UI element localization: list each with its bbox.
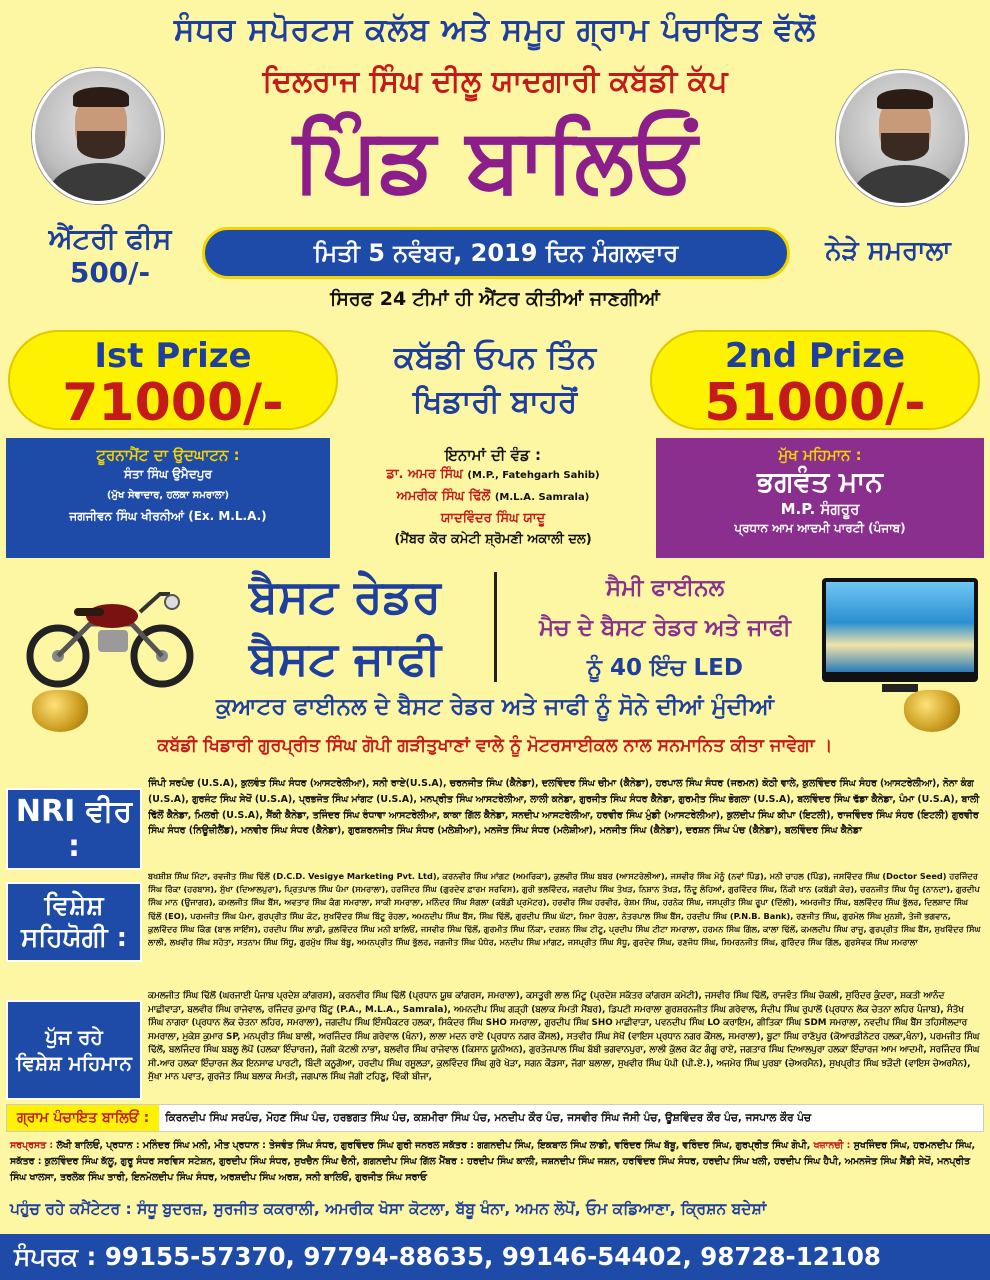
prize-distributor-1-note: (M.P., Fatehgarh Sahib): [467, 470, 600, 481]
contact-bar: ਸੰਪਰਕ : 99155-57370, 97794-88635, 99146-54402, 98728-12108: [0, 1234, 990, 1280]
header-line-2: ਦਿਲਰਾਜ ਸਿੰਘ ਦੀਲੂ ਯਾਦਗਾਰੀ ਕਬੱਡੀ ਕੱਪ: [262, 64, 728, 99]
supporters-label: [6, 882, 142, 962]
nri-list: ਜਿੰਪੀ ਸਰਪੰਚ (U.S.A), ਕੁਲਵੰਤ ਸਿੰਘ ਸੰਧਰ (ਆਸਟਰੇਲੀਆ), ਸਨੀ ਰਾਏ(U.S.A), ਚਰਨਜੀਤ ਸਿੰਘ (ਕੈਨੇਡਾ), ਦਲਵਿੰਦਰ ਸਿੰਘ ਚੀਮਾ (ਕੈਨੇਡਾ), ਹਰਪਾਲ ਸਿੰਘ ਸੰਧਰ (ਜਰਮਨ) ਕੋਠੀ ਵਾਲੇ, ਕੁਲਵਿੰਦਰ ਸਿੰਘ ਸੰਹਰ (ਆਸਟਰੇਲੀਆ), ਨੋਨਾ ਕੰਗ (U.S.A), ਗੁਰਜੰਟ ਸਿੰਘ ਸੇਖੋਂ (U.S.A), ਪ੍ਰਭਜੋਤ ਸਿੰਘ ਮਾਂਗਟ (U.S.A), ਮਨਪ੍ਰੀਤ ਸਿੰਘ ਆਸਟਰੇਲੀਆ, ਲਾਲੀ ਕਨੇਡਾ, ਗੁਰਜੀਤ ਸਿੰਘ ਸੰਧਰ ਕੈਨੇਡਾ, ਗੁਰਮੀਤ ਸਿੰਘ ਭੋਗਲਾ (U.S.A), ਬਲਵਿੰਦਰ ਸਿੰਘ ਢੱਡਾ ਕੈਨੇਡਾ, ਪੰਮਾ (U.S.A), ਬਾਲੀ ਢਿੱਲੋਂ ਕੈਨੇਡਾ, ਮਿਲਰੀ (U.S.A), ਸੈਂਕੀ ਕੈਨੇਡਾ, ਤਜਿੰਦਰ ਸਿੰਘ ਰੰਧਾਵਾ ਆਸਟਰੇਲੀਆ, ਕਾਕਾ ਗਿੱਲ ਕੈਨੇਡਾ, ਸਨਦੀਪ ਆਸਟਰੇਲੀਆ, ਹਰਵੀਰ ਸਿੰਘ ਮੁੰਡੀ (ਆਸਟਰੇਲੀਆ), ਕੁਲਦੀਪ ਸਿੰਘ ਕੀਪਾ (ਇਟਲੀ), ਰਾਜਵਿੰਦਰ ਸਿੰਘ ਸੰਹਰ (ਇਟਲੀ) ਗੁਰਵੀਰ ਸਿੰਘ ਸੰਧਰ (ਨਿਊਜ਼ੀਲੈਂਡ), ਮਨਵੀਰ ਸਿੰਘ ਸੰਧਰ (ਕੈਨੇਡਾ), ਗੁਰਸ਼ਰਨਜੀਤ ਸਿੰਘ ਸੰਧਰ (ਮਲੇਸ਼ੀਆ), ਮਨਜੋਤ ਸਿੰਘ ਸੰਧਰ (ਮਲੇਸ਼ੀਆ), ਮਨਜੀਤ ਸਿੰਘ (ਕੈਨੇਡਾ), ਦਰਸ਼ਨ ਸਿੰਘ ਪੰਚ (ਕੈਨੇਡਾ), ਬਲਵਿੰਦਰ ਸਿੰਘ ਕੈਨੇਡਾ: [148, 778, 980, 837]
second-prize-badge: [650, 330, 980, 433]
prize-distribution-box: [332, 438, 654, 558]
prize-distributor-3: ਯਾਦਵਿੰਦਰ ਸਿੰਘ ਯਾਦੂ: [440, 511, 546, 526]
officers-text-2: ਸੁਖਜਿੰਦਰ ਸਿੰਘ, ਹਰਮਨਦੀਪ ਸਿੰਘ, ਸਕੱਤਰ : ਕੁਲਵਿੰਦਰ ਸਿੰਘ ਕੱਲੂ, ਗੁਰੂ ਸੰਧਰ ਸਰਵਿਸ ਸਟੇਸ਼ਨ, ਗੁਰਦੀਪ ਸਿੰਘ ਸੰਧਰ, ਸੁਖਚੈਨ ਸਿੰਘ ਚੈਨੀ, ਗਗਨਦੀਪ ਸਿੰਘ ਗਿੱਲ ਮੈਂਬਰ : ਹਰਦੀਪ ਸਿੰਘ ਕਾਲੀ, ਜਸ਼ਨਦੀਪ ਸਿੰਘ ਜਸ਼ਨ, ਹਰਵਿੰਦਰ ਸਿੰਘ ਸੰਧਰ, ਹਰਦੀਪ ਸਿੰਘ ਖਲੀ, ਹਰਦੀਪ ਸਿੰਘ ਹੈਪੀ, ਅਮਨਜੋਤ ਸਿੰਘ ਸੈਂਡੀ ਸੇਖੋਂ, ਮਨਪ੍ਰੀਤ ਸਿੰਘ ਖਾਲਸਾ, ਤਰਲੋਕ ਸਿੰਘ ਤਾਰੀ, ਇਨਮੋਲਦੀਪ ਸਿੰਘ ਸੰਧਰ, ਅਰਸ਼ਦੀਪ ਸਿੰਘ ਅਰਸ਼, ਸਨੀ ਬਾਲਿਓਂ, ਗੁਰਜੀਤ ਸਿੰਘ ਸਰਾਓ: [10, 1140, 976, 1183]
inauguration-box: [6, 438, 330, 558]
quarter-final-award: ਕੁਆਟਰ ਫਾਈਨਲ ਦੇ ਬੈਸਟ ਰੇਡਰ ਅਤੇ ਜਾਫੀ ਨੂੰ ਸੋਨੇ ਦੀਆਂ ਮੁੰਦੀਆਂ: [215, 694, 775, 720]
best-stopper: ਬੈਸਟ ਜਾਫੀ: [249, 631, 441, 685]
chief-guest-name: ਭਗਵੰਤ ਮਾਨ: [757, 465, 883, 498]
panchayat-members: ਕਿਰਨਦੀਪ ਸਿੰਘ ਸਰਪੰਚ, ਮੋਹਣ ਸਿੰਘ ਪੰਚ, ਹਰਭਗਤ ਸਿੰਘ ਪੰਚ, ਕਸ਼ਮੀਰਾ ਸਿੰਘ ਪੰਚ, ਮਨਦੀਪ ਕੌਰ ਪੰਚ, ਜਸਵੀਰ ਸਿੰਘ ਜੱਸੀ ਪੰਚ, ਊਸ਼ਵਿੰਦਰ ਕੌਰ ਪੰਚ, ਜਸਪਾਲ ਕੌਰ ਪੰਚ: [165, 1111, 812, 1124]
led-tv-icon: [822, 578, 978, 682]
second-prize-amount: 51000/-: [704, 373, 926, 433]
chief-guest-title: M.P. ਸੰਗਰੂਰ: [780, 500, 860, 518]
motorcycle-honour-note: ਕਬੱਡੀ ਖਿਡਾਰੀ ਗੁਰਪ੍ਰੀਤ ਸਿੰਘ ਗੋਪੀ ਗੜੀਤੁਖਾਣਾਂ ਵਾਲੇ ਨੂੰ ਮੋਟਰਸਾਈਕਲ ਨਾਲ ਸਨਮਾਨਿਤ ਕੀਤਾ ਜਾਵੇਗਾ ।: [157, 736, 833, 756]
prize-distributor-2: ਅਮਰੀਕ ਸਿੰਘ ਢਿੱਲੋਂ: [396, 489, 491, 504]
near-location: ਨੇੜੇ ਸਮਰਾਲਾ: [825, 236, 951, 266]
first-prize-badge: [8, 330, 338, 433]
date-banner: ਮਿਤੀ 5 ਨਵੰਬਰ, 2019 ਦਿਨ ਮੰਗਲਵਾਰ: [202, 227, 790, 279]
supporters-label-line-1: ਵਿਸ਼ੇਸ਼: [44, 891, 104, 921]
kabaddi-open-line-2: ਖਿਡਾਰੀ ਬਾਹਰੋਂ: [412, 384, 578, 420]
inauguration-name-2: ਜਗਜੀਵਨ ਸਿੰਘ ਖੀਰਨੀਆਂ (Ex. M.L.A.): [69, 509, 267, 523]
first-prize-amount: 71000/-: [62, 373, 284, 433]
motorcycle-icon: [20, 572, 200, 692]
inauguration-heading: ਟੂਰਨਾਮੈਂਟ ਦਾ ਉਦਘਾਟਨ :: [96, 446, 240, 464]
semi-final-line-2: ਮੈਚ ਦੇ ਬੈਸਟ ਰੇਡਰ ਅਤੇ ਜਾਫੀ: [539, 615, 791, 641]
entry-fee-label: ਐਂਟਰੀ ਫੀਸ: [48, 222, 172, 255]
best-raider: ਬੈਸਟ ਰੇਡਰ: [249, 569, 441, 623]
officers-text-1: ਲੱਖੀ ਬਾਲਿਓਂ, ਪ੍ਰਧਾਨ : ਮਨਿੰਦਰ ਸਿੰਘ ਮਨੀ, ਮੀਤ ਪ੍ਰਧਾਨ : ਤੇਜਵੰਤ ਸਿੰਘ ਸੰਧਰ, ਗੁਰਵਿੰਦਰ ਸਿੰਘ ਗੁਰੀ ਜਨਰਲ ਸਕੱਤਰ : ਗਗਨਦੀਪ ਸਿੰਘ, ਇਕਬਾਲ ਸਿੰਘ ਲਾਡੀ, ਵਰਿੰਦਰ ਸਿੰਘ ਬੱਬੂ, ਵਰਿੰਦਰ ਸਿੰਘ, ਗੁਰਪ੍ਰੀਤ ਸਿੰਘ ਗੋਪੀ,: [56, 1140, 811, 1151]
prize-distributor-1: ਡਾ. ਅਮਰ ਸਿੰਘ: [386, 467, 463, 482]
header-line-1: ਸੰਧਰ ਸਪੋਰਟਸ ਕਲੱਬ ਅਤੇ ਸਮੂਹ ਗ੍ਰਾਮ ਪੰਚਾਇਤ ਵੱਲੋਂ: [173, 12, 817, 48]
gold-ring-icon: [32, 690, 88, 732]
village-title: ਪਿੰਡ ਬਾਲਿਓਂ: [293, 108, 697, 211]
supporters-label-line-2: ਸਹਿਯੋਗੀ :: [20, 923, 128, 953]
best-awards: [200, 565, 490, 689]
prize-distributor-2-note: (M.L.A. Samrala): [494, 492, 590, 503]
officers-key-2: ਖਜ਼ਾਨਚੀ :: [813, 1140, 851, 1151]
prize-distributor-3-note: (ਮੈਂਬਰ ਕੋਰ ਕਮੇਟੀ ਸ਼੍ਰੋਮਣੀ ਅਕਾਲੀ ਦਲ): [394, 532, 592, 547]
nri-label: NRI ਵੀਰ :: [6, 788, 142, 870]
officers-key-1: ਸਰਪ੍ਰਸਤ :: [10, 1140, 54, 1151]
teams-note: ਸਿਰਫ 24 ਟੀਮਾਂ ਹੀ ਐਂਟਰ ਕੀਤੀਆਂ ਜਾਣਗੀਆਂ: [330, 288, 660, 310]
semi-final-line-1: ਸੈਮੀ ਫਾਈਨਲ: [605, 575, 725, 601]
inauguration-note-1: (ਮੁੱਖ ਸੇਵਾਦਾਰ, ਹਲਕਾ ਸਮਰਾਲਾ): [106, 490, 230, 501]
chief-guest-party: ਪ੍ਰਧਾਨ ਆਮ ਆਦਮੀ ਪਾਰਟੀ (ਪੰਜਾਬ): [734, 521, 906, 535]
divider: [494, 572, 497, 682]
second-prize-label: 2nd Prize: [724, 336, 906, 376]
semi-final-line-3: ਨੂੰ 40 ਇੰਚ LED: [587, 655, 743, 681]
commentators: ਪਹੁੰਚ ਰਹੇ ਕਮੈਂਟੇਟਰ : ਸੰਧੂ ਬੁਦਰਜ਼, ਸੁਰਜੀਤ ਕਕਰਾਲੀ, ਅਮਰੀਕ ਖੋਸਾ ਕੋਟਲਾ, ਬੱਬੂ ਖੰਨਾ, ਅਮਨ ਲੋਪੋਂ, ਓਮ ਕਡਿਆਣਾ, ਕ੍ਰਿਸ਼ਨ ਬਦੇਸ਼ਾਂ: [10, 1200, 767, 1218]
special-guests-label: [6, 1000, 142, 1100]
special-guests-label-line-2: ਵਿਸ਼ੇਸ਼ ਮਹਿਮਾਨ: [16, 1051, 132, 1075]
special-guests-list: ਕਮਲਜੀਤ ਸਿੰਘ ਢਿੱਲੋਂ (ਘਰਜਾਈ ਪੰਜਾਬ ਪ੍ਰਦੇਸ਼ ਕਾਂਗਰਸ), ਕਰਨਵੀਰ ਸਿੰਘ ਢਿੱਲੋਂ (ਪ੍ਰਧਾਨ ਯੂਥ ਕਾਂਗਰਸ, ਸਮਰਾਲਾ), ਕਸਤੂਰੀ ਲਾਲ ਮਿੰਟੂ (ਪ੍ਰਦੇਸ਼ ਸਕੱਤਰ ਕਾਂਗਰਸ ਕਮੇਟੀ), ਜਸਵੀਰ ਸਿੰਘ ਢਿੱਲੋਂ, ਰਾਜਵੰਤ ਸਿੰਘ ਚੋਕਲੀ, ਸੁਰਿੰਦਰ ਕੁੰਦਰਾ, ਸ਼ਕਤੀ ਆਨੰਦ ਮਾਛੀਵਾੜਾ, ਬਲਵੀਰ ਸਿੰਘ ਰਾਜੇਵਾਲ, ਰਜਿੰਦਰ ਕੁਮਾਰ ਬਿੱਟੂ (P.A., M.L.A., Samrala), ਅਮਨਦੀਪ ਸਿੰਘ ਗੜ੍ਹੀ (ਬਲਾਕ ਸੰਮਤੀ ਮੈਂਬਰ), ਡਿਪਟੀ ਸਮਰਾਲਾ ਗੁਰਸ਼ਰਨਜੀਤ ਸਿੰਘ ਗਰੇਵਾਲ, ਸੰਦੀਪ ਸਿੰਘ ਰੁਪਾਲੋਂ (ਪ੍ਰਧਾਨ ਲੋਕ ਚੇਤਨਾ ਲਹਿਰ ਪੰਜਾਬ), ਸੰਤੋਖ ਸਿੰਘ ਨਾਗਰਾ (ਪ੍ਰਧਾਨ ਲੋਕ ਚੇਤਨਾ ਲਹਿਰ, ਸਮਰਾਲਾ), ਜਗਦੀਪ ਸਿੰਘ ਇੰਸਪੈਕਟਰ ਹਲਕਾ, ਸਿਕੰਦਰ ਸਿੰਘ SHO ਸਮਰਾਲਾ, ਗੁਰਦੀਪ ਸਿੰਘ SHO ਮਾਛੀਵਾੜਾ, ਪਵਨਦੀਪ ਸਿੰਘ LO ਕਰਾਇਮ, ਗੀਤਿਕਾ ਸਿੰਘ SDM ਸਮਰਾਲਾ, ਨਵਦੀਪ ਸਿੰਘ ਬੈਂਸ ਤਹਿਸੀਲਦਾਰ ਸਮਰਾਲਾ, ਮੁਕੇਸ਼ ਕੁਮਾਰ SP, ਮਨਪ੍ਰੀਤ ਸਿੰਘ ਬਾਲੀ, ਅਰਜਿੰਦਰ ਸਿੰਘ ਗਰੇਵਾਲ (ਖੰਨਾ), ਲਾਲਾ ਮਦਨ ਰਾਏ (ਪ੍ਰਧਾਨ ਨਗਰ ਕੌਂਸਲ), ਸਤਵੀਰ ਸਿੰਘ ਸੇਖੋਂ (ਵਾਇਸ ਪ੍ਰਧਾਨ ਨਗਰ ਕੌਂਸਲ, ਸਮਰਾਲਾ), ਬੂਟਾ ਸਿੰਘ ਰਾਣੋਪੁਰ (ਕੋਆਰਡੀਨੇਟਰ ਹਲਕਾ,ਖੰਨਾ), ਪਰਮਜੀਤ ਸਿੰਘ ਢਿੱਲੋਂ, ਬਲਜਿੰਦਰ ਸਿੰਘ ਬਬਲੂ ਲੋਪੋਂ (ਹਲਕਾ ਇੰਚਾਰਜ), ਜੱਗੀ ਕੋਟਲੀ ਨਾਭਾ, ਬਲਵੀਰ ਸਿੰਘ ਰਾਜੇਵਾਲ (ਕਿਸਾਨ ਯੂਨੀਅਨ), ਗੁਰਤੇਜਪਾਲ ਸਿੰਘ ਬੱਬੀ ਭਗਵਾਨਪੁਰਾ, ਲਾਲੀ ਕੁੱਲਰ ਕੋਟ ਗੰਗੂ ਰਾਏ, ਜਗਤਾਰ ਸਿੰਘ ਦਿਆਲਪੁਰਾ ਹਲਕਾ ਇੰਚਾਰਜ ਆਮ ਆਦਮੀ, ਸਰਜਿੰਦਰ ਸਿੰਘ ਸੀ.ਆਰ ਹਲਕਾ ਇੰਚਾਰਜ ਲੋਕ ਇਨਸਾਫ ਪਾਰਟੀ, ਬਿੰਦੀ ਕਨੂਗੋਆ, ਹਰਦੀਪ ਸਿੰਘ ਰਸੂਲੜਾ, ਕੁਲਵਿੰਦਰ ਸਿੰਘ ਗੁਰੇ ਖੇੜਾ, ਸਗਨ ਕੌਡਸਾ, ਜੱਗਾ ਬਲਾਲਾ, ਸੁਖਵੀਰ ਸਿੰਘ ਪੱਪੀ (ਪੀ.ਏ.), ਅਜਮੇਰ ਸਿੰਘ ਪੁਰਬਾ (ਚੇਅਰਮੈਨ), ਸੁਖਪ੍ਰੀਤ ਸਿੰਘ ਝੜੌਦੀ (ਵਾਇਸ ਚੇਅਰਮੈਨ), ਸੁੱਖਾ ਮਾਨ ਪਵਾਤ, ਗੁਰਜੋਤ ਸਿੰਘ ਬਲਾਕ ਸੰਮਤੀ, ਜਗਪਾਲ ਸਿੰਘ ਜੋਗੀ ਟਹਿਣੂ, ਵਿੱਕੀ ਬੀਜਾ,: [148, 991, 980, 1082]
chief-guest-heading: ਮੁੱਖ ਮਹਿਮਾਨ :: [778, 446, 862, 464]
supporters-list: ਬਖਸ਼ੀਸ਼ ਸਿੰਘ ਮਿੰਟਾ, ਰਵਜੀਤ ਸਿੰਘ ਢਿੱਲੋਂ (D.C.D. Vesigye Marketing Pvt. Ltd), ਕਰਨਵੀਰ ਸਿੰਘ ਮਾਂਗਟ (ਅਮਰਿਕਾ), ਕੁਲਵੀਰ ਸਿੰਘ ਬਬਰ (ਆਸਟਰੇਲੀਆ), ਜਸਵੀਰ ਸਿੰਘ ਮੋਨੂੰ (ਨਵਾਂ ਪਿੰਡ), ਮਨੀ ਚਾਹਲ (ਪਿੰਡ), ਜਸਵਿੰਦਰ ਸਿੰਘ (Doctor Seed) ਹਰਜਿੰਦਰ ਸਿੰਘ ਰਿੰਕਾ (ਹਰਬਾਸ), ਸੁੱਖਾ (ਦਿਆਲਪੁਰਾ), ਪ੍ਰਿਤਪਾਲ ਸਿੰਘ ਪੰਮਾ (ਸਮਰਾਲਾ), ਹਰਜਿੰਦਰ ਸਿੰਘ (ਗੁਰਦੇਵ ਫ਼ਾਰਮ ਸਰਵਿਸ), ਗੁਰੀ ਭਲਵਿੰਦਰ, ਜਗਦੀਪ ਸਿੰਘ ਤੋਖੜ, ਨਿਸ਼ਾਨ ਤੋਖੜ, ਨਿੰਦੂ ਲੋਹਿਆਂ, ਗੁਰਵਿੰਦਰ ਸਿੰਘ, ਨਿੱਕੀ ਖਾਨ (ਕਬੱਡੀ ਕੋਚ), ਚਰਨਜੀਤ ਸਿੰਘ ਧੰਜੂ (ਨਾਨਦਾ), ਗੁਰਦੀਪ ਸਿੰਘ ਮਾਨ (ਉਜਾਗਰ), ਕਮਲਜੀਤ ਸਿੰਘ ਬੈਂਸ, ਅਵਤਾਰ ਸਿੰਘ ਕੰਗ ਸਮਰਾਲਾ, ਸਾਕੀ ਸਮਰਾਲਾ, ਮਨਿੰਦਰ ਸਿੰਘ ਸੰਗਲਾ (ਕਬੱਡੀ ਪ੍ਰਮੋਟਰ), ਹਰਵੀਰ ਸਿੰਘ ਹਰਵੀਰ, ਰੇਸ਼ਮ ਸਿੰਘ, ਹਰਨੇਕ ਸਿੰਘ, ਜਸਪ੍ਰੀਤ ਸਿੰਘ ਰੂਪਾ (ਦਿੱਲੀ), ਅਮਰਜੀਤ ਸਿੰਘ, ਬਲਵਿੰਦਰ ਸਿੰਘ ਭੁੱਲਰ, ਦਿਲਸ਼ਾਦ ਸਿੰਘ ਢਿੱਲੋਂ (EO), ਪਰਮਜੀਤ ਸਿੰਘ ਪੰਮਾ, ਗੁਰਪ੍ਰੀਤ ਸਿੰਘ ਕੋਟ, ਸੁਖਵਿੰਦਰ ਸਿੰਘ ਬਿੱਟੂ ਰੋਹਲਾ, ਅਮਨਦੀਪ ਸਿੰਘ ਬੈਂਸ, ਸਿੰਘ ਢਿੱਲੋਂ, ਗੁਰਦੀਪ ਸਿੰਘ ਘੱਟਾ, ਸਿਮਾ ਰੋਹਲਾ, ਨੇਤਰਪਾਲ ਸਿੰਘ ਬੈਂਸ, ਹਰਦੀਪ ਸਿੰਘ (P.N.B. Bank), ਰਣਜੀਤ ਸਿੰਘ, ਗੁਰਮੇਲ ਸਿੰਘ ਮੁਨਸ਼ੀ, ਤੇਜੀ ਭਗਵਾਨ, ਕੁਲਵਿੰਦਰ ਸਿੰਘ ਕਿੰਗ (ਬਾਲ ਸਾਇੰਸ), ਹਰਦੀਪ ਸਿੰਘ ਲਾਡੀ, ਕੁਲਵਿੰਦਰ ਸਿੰਘ ਮਨੀ ਬਾਲਿਓਂ, ਜਸਵੀਰ ਸਿੰਘ ਢਿੱਲੋਂ, ਗੁਰਮੀਤ ਸਿੰਘ ਨਿੱਕਾ, ਦਰਸ਼ਨ ਸਿੰਘ ਟੀਟੂ, ਪ੍ਰਦੀਪ ਸਿੰਘ ਟੀਟਾ ਸਮਰਾਲਾ, ਹਰਮਨ ਸਿੰਘ ਗਿੱਲ, ਕਾਲਾ ਢਿੱਲੋਂ, ਕਮਲਦੀਪ ਸਿੰਘ ਰਾਜੂ, ਗੁਰਪ੍ਰੀਤ ਸਿੰਘ ਬੈਂਸ, ਸੁਖਵਿੰਦਰ ਸਿੰਘ ਲਾਲੀ, ਲਖਵੀਰ ਸਿੰਘ ਸਹੋਤਾ, ਸਤਨਾਮ ਸਿੰਘ ਸਿੱਧੂ, ਗੁਰਮੁੱਖ ਸਿੰਘ ਬੱਬੂ, ਅਮਨਪ੍ਰੀਤ ਸਿੰਘ ਭੁੱਲਰ, ਜਗਜੀਤ ਸਿੰਘ ਪੰਧੇਰ, ਮਨਦੀਪ ਸਿੰਘ ਮਾਂਗਟ, ਜਸਪ੍ਰੀਤ ਸਿੰਘ ਸੰਧੂ, ਗੁਰਦੇਵ ਸਿੰਘ, ਰਣਜੋਧ ਸਿੰਘ, ਸਿਮਰਨਜੀਤ ਸਿੰਘ, ਗੁਰਿੰਦਰ ਸਿੰਘ ਗਿੱਲ, ਗੁਰਸੇਵਕ ਸਿੰਘ ਸਮਰਾਲਾ: [148, 871, 981, 948]
special-guests-label-line-1: ਪੁੱਜ ਰਹੇ: [45, 1025, 103, 1049]
gold-ring-icon: [904, 690, 960, 732]
first-prize-label: Ist Prize: [94, 336, 252, 376]
prize-distribution-heading: ਇਨਾਮਾਂ ਦੀ ਵੰਡ :: [444, 446, 542, 464]
entry-fee-amount: 500/-: [69, 256, 151, 289]
kabaddi-open-note: [340, 336, 650, 424]
kabaddi-open-line-1: ਕਬੱਡੀ ਓਪਨ ਤਿੰਨ: [393, 340, 597, 376]
entry-fee: [20, 222, 200, 290]
portrait-photo-right: [836, 70, 968, 206]
panchayat-bar: [6, 1104, 984, 1132]
panchayat-label: ਗ੍ਰਾਮ ਪੰਚਾਇਤ ਬਾਲਿਓਂ :: [7, 1105, 159, 1131]
inauguration-name-1: ਸੰਤਾ ਸਿੰਘ ਉਮੈਦਪੁਰ: [124, 467, 212, 481]
chief-guest-box: [656, 438, 984, 558]
club-officers: [10, 1138, 984, 1186]
semi-final-award: [500, 568, 830, 688]
portrait-photo-left: [32, 68, 164, 204]
